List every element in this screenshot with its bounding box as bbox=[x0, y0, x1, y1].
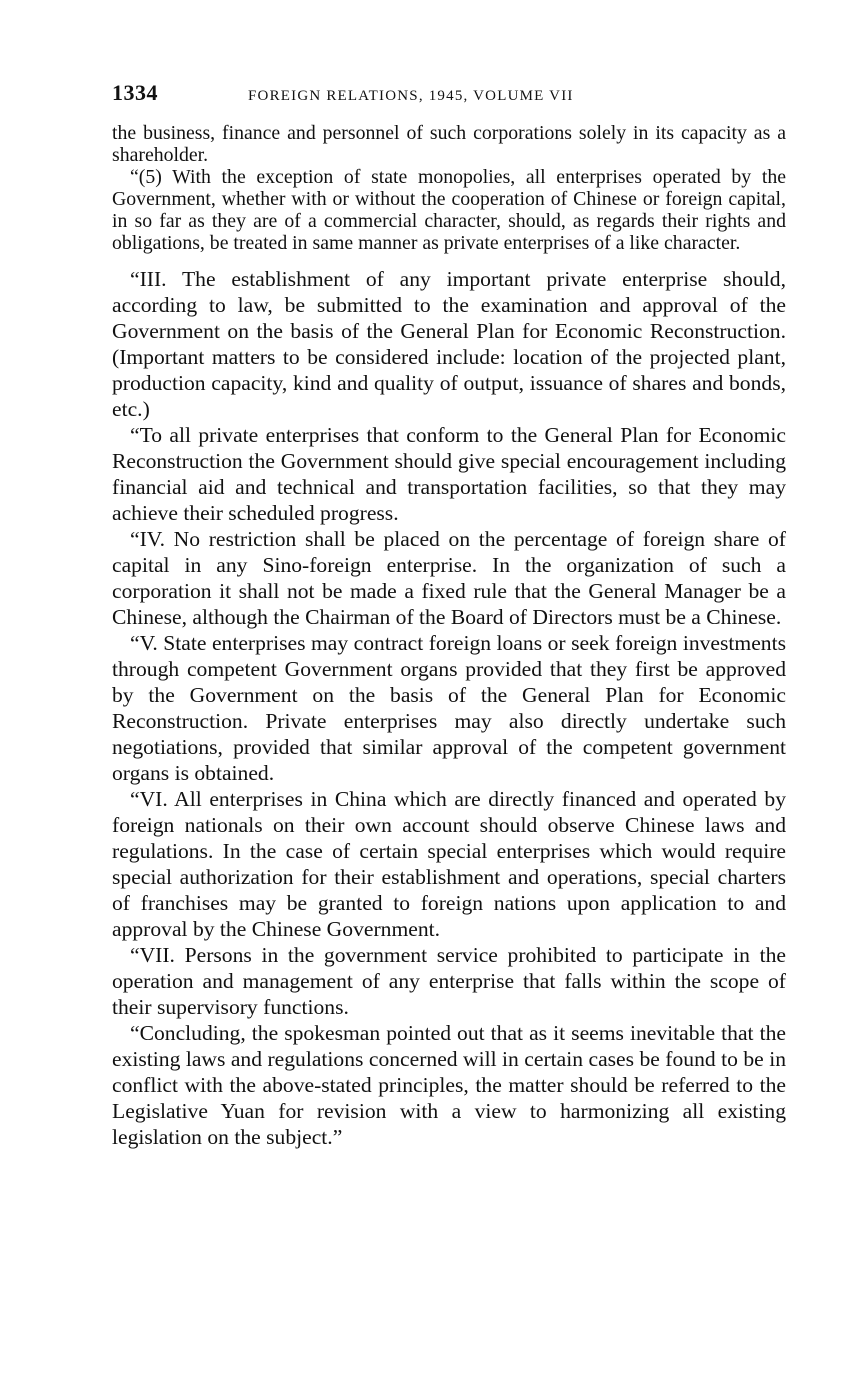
paragraph-section-iv: “IV. No restriction shall be placed on the percentage of foreign share of capital in any Sino-foreign enterprise. In the organization of such a corporation it shall not be made a fixed rule that the General Manager be a Chinese, although the Chairman of the Board of Directors must be a Chinese. bbox=[112, 527, 786, 629]
paragraph-section-vii: “VII. Persons in the government service prohibited to participate in the operation and management of any enterprise that falls within the scope of their supervisory functions. bbox=[112, 943, 786, 1019]
page-header bbox=[112, 80, 786, 114]
page-number: 1334 bbox=[112, 80, 158, 105]
paragraph-private-enterprises: “To all private enterprises that conform to the General Plan for Economic Reconstruction the Government should give special encouragement including financial aid and technical and transportation facilities, so that they may achieve their scheduled progress. bbox=[112, 423, 786, 525]
paragraph-item-5: “(5) With the exception of state monopolies, all enterprises operated by the Government, whether with or without the cooperation of Chinese or foreign capital, in so far as they are of a commercial character, should, as regards their rights and obligations, be treated in same manner as private enterprises of a like character. bbox=[112, 166, 786, 254]
running-head: FOREIGN RELATIONS, 1945, VOLUME VII bbox=[248, 88, 574, 104]
document-page bbox=[112, 80, 786, 1150]
paragraph-concluding: “Concluding, the spokesman pointed out that as it seems inevitable that the existing laws and regulations concerned will in certain cases be found to be in conflict with the above-stated principles, the matter should be referred to the Legislative Yuan for revision with a view to harmonizing all existing legislation on the subject.” bbox=[112, 1021, 786, 1149]
paragraph-section-v: “V. State enterprises may contract foreign loans or seek foreign investments through competent Government organs provided that they first be approved by the Government on the basis of the General Plan for Economic Reconstruction. Private enterprises may also directly undertake such negotiations, provided that similar approval of the competent government organs is obtained. bbox=[112, 631, 786, 785]
paragraph-section-iii: “III. The establishment of any important private enterprise should, according to law, be submitted to the examination and approval of the Government on the basis of the General Plan for Economic Reconstruction. (Important matters to be considered include: location of the projected plant, production capacity, kind and quality of output, issuance of shares and bonds, etc.) bbox=[112, 267, 786, 421]
paragraph-section-vi: “VI. All enterprises in China which are directly financed and operated by foreign nationals on their own account should observe Chinese laws and regulations. In the case of certain special enterprises which would require special authorization for their establishment and operations, special charters of franchises may be granted to foreign nations upon application to and approval by the Chinese Government. bbox=[112, 787, 786, 941]
paragraph-continuation: the business, finance and personnel of such corporations solely in its capacity as a shareholder. bbox=[112, 122, 786, 166]
